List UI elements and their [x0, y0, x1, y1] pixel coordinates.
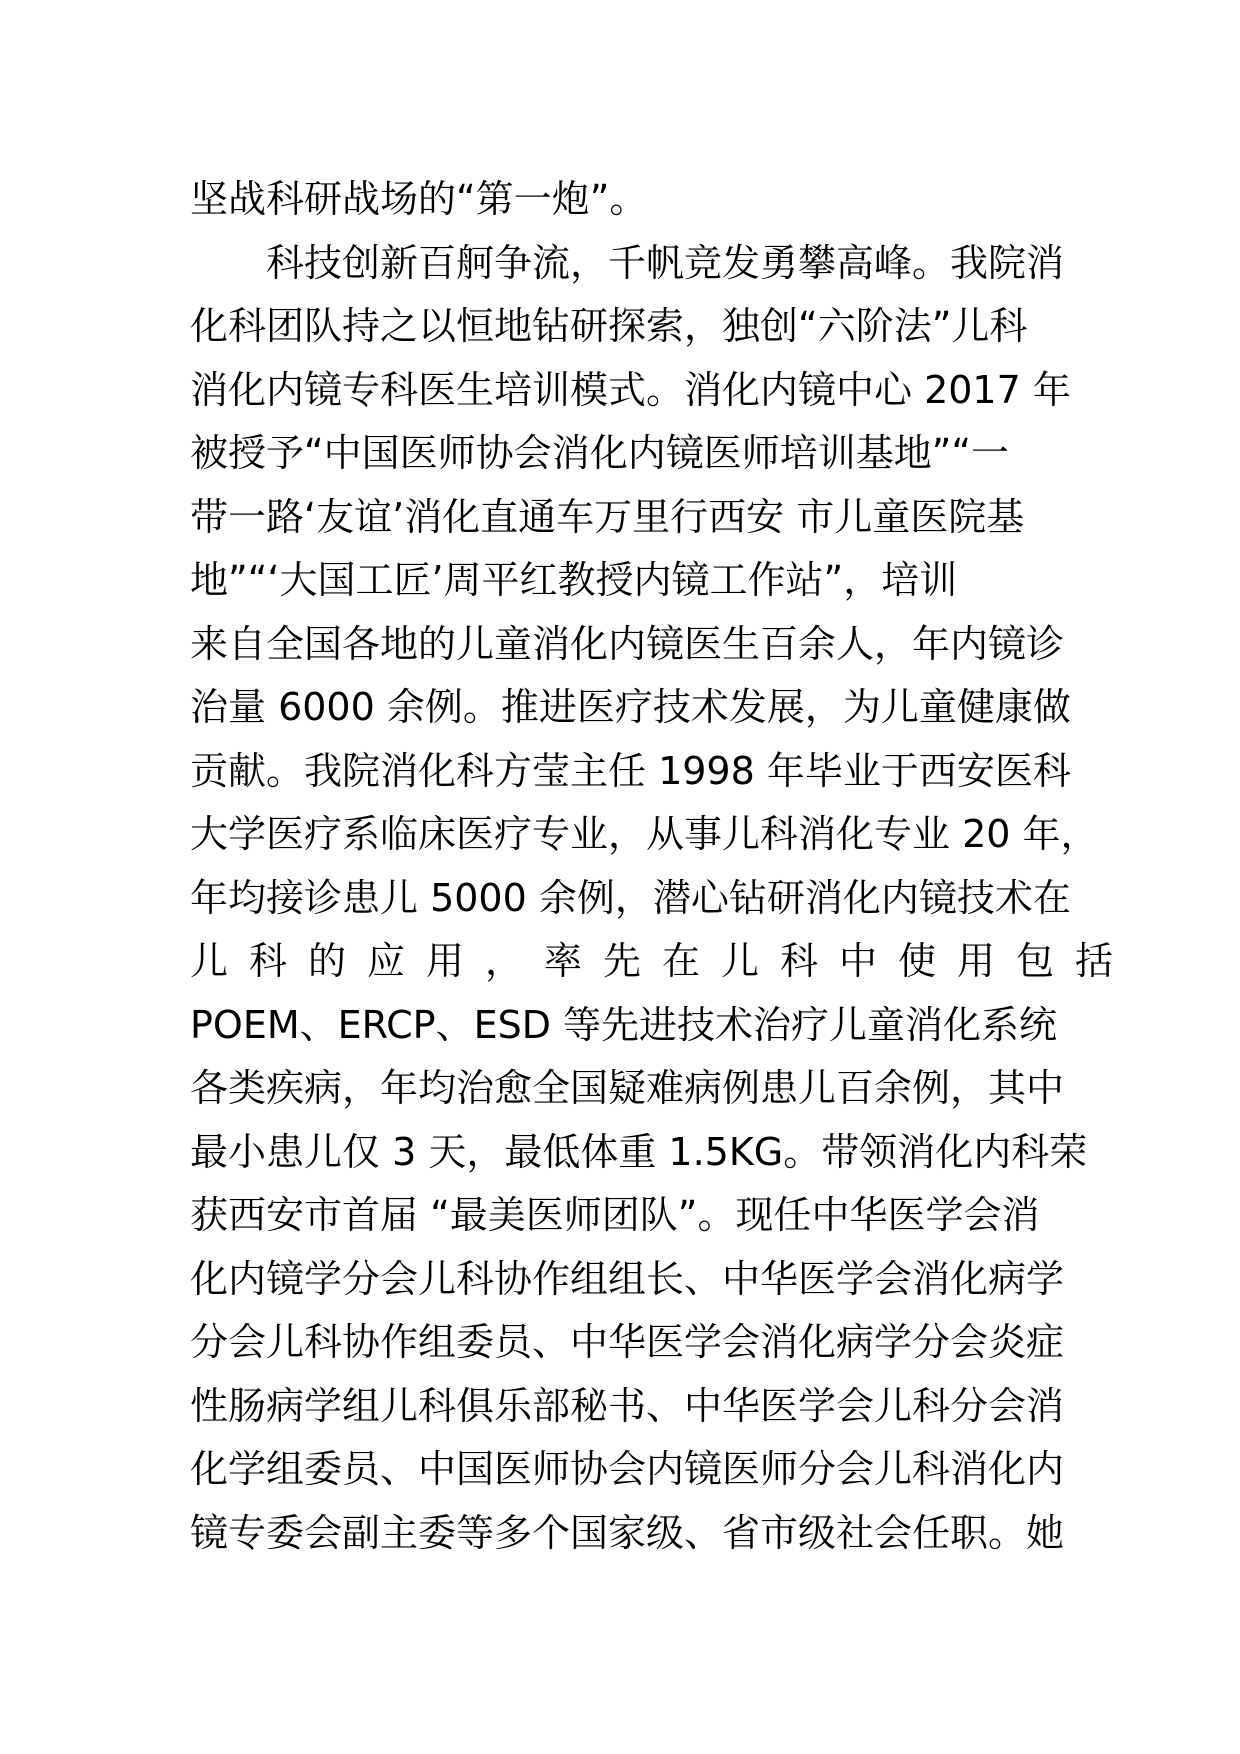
text-line: 贡献。我院消化科方莹主任 1998 年毕业于西安医科 [190, 748, 1071, 793]
body-text [190, 168, 1135, 1565]
text-line: 儿科的应用，率先在儿科中使用包括 [190, 939, 1135, 983]
text-line: 坚战科研战场的“第一炮”。 [190, 177, 648, 221]
text-line: 地”“‘大国工匠’周平红教授内镜工作站”，培训 [190, 558, 958, 602]
text-line: 消化内镜专科医生培训模式。消化内镜中心 2017 年 [190, 367, 1071, 412]
text-line: 来自全国各地的儿童消化内镜医生百余人，年内镜诊 [190, 621, 1065, 666]
text-line: 化内镜学分会儿科协作组组长、中华医学会消化病学 [190, 1256, 1065, 1301]
text-line: 带一路‘友谊’消化直通车万里行西安 市儿童医院基 [190, 494, 1025, 539]
text-line: 最小患儿仅 3 天，最低体重 1.5KG。带领消化内科荣 [190, 1129, 1088, 1174]
text-line: 被授予“中国医师协会消化内镜医师培训基地”“一 [190, 431, 1010, 475]
text-line: 化学组委员、中国医师协会内镜医师分会儿科消化内 [190, 1447, 1065, 1491]
text-line: 化科团队持之以恒地钻研探索，独创“六阶法”儿科 [190, 304, 1028, 348]
text-line: 性肠病学组儿科俱乐部秘书、中华医学会儿科分会消 [190, 1383, 1065, 1428]
text-line: 大学医疗系临床医疗专业，从事儿科消化专业 20 年， [190, 812, 1099, 856]
text-line: 各类疾病，年均治愈全国疑难病例患儿百余例，其中 [190, 1066, 1065, 1110]
text-line: 治量 6000 余例。推进医疗技术发展，为儿童健康做 [190, 685, 1071, 729]
text-line: 镜专委会副主委等多个国家级、省市级社会任职。她 [190, 1510, 1065, 1555]
text-line: 获西安市首届 “最美医师团队”。现任中华医学会消 [190, 1193, 1040, 1237]
text-line: 年均接诊患儿 5000 余例，潜心钻研消化内镜技术在 [190, 875, 1071, 920]
text-line: 科技创新百舸争流，千帆竞发勇攀高峰。我院消 [190, 240, 1065, 285]
text-line: 分会儿科协作组委员、中华医学会消化病学分会炎症 [190, 1320, 1065, 1364]
text-line: POEM、ERCP、ESD 等先进技术治疗儿童消化系统 [190, 1002, 1058, 1047]
